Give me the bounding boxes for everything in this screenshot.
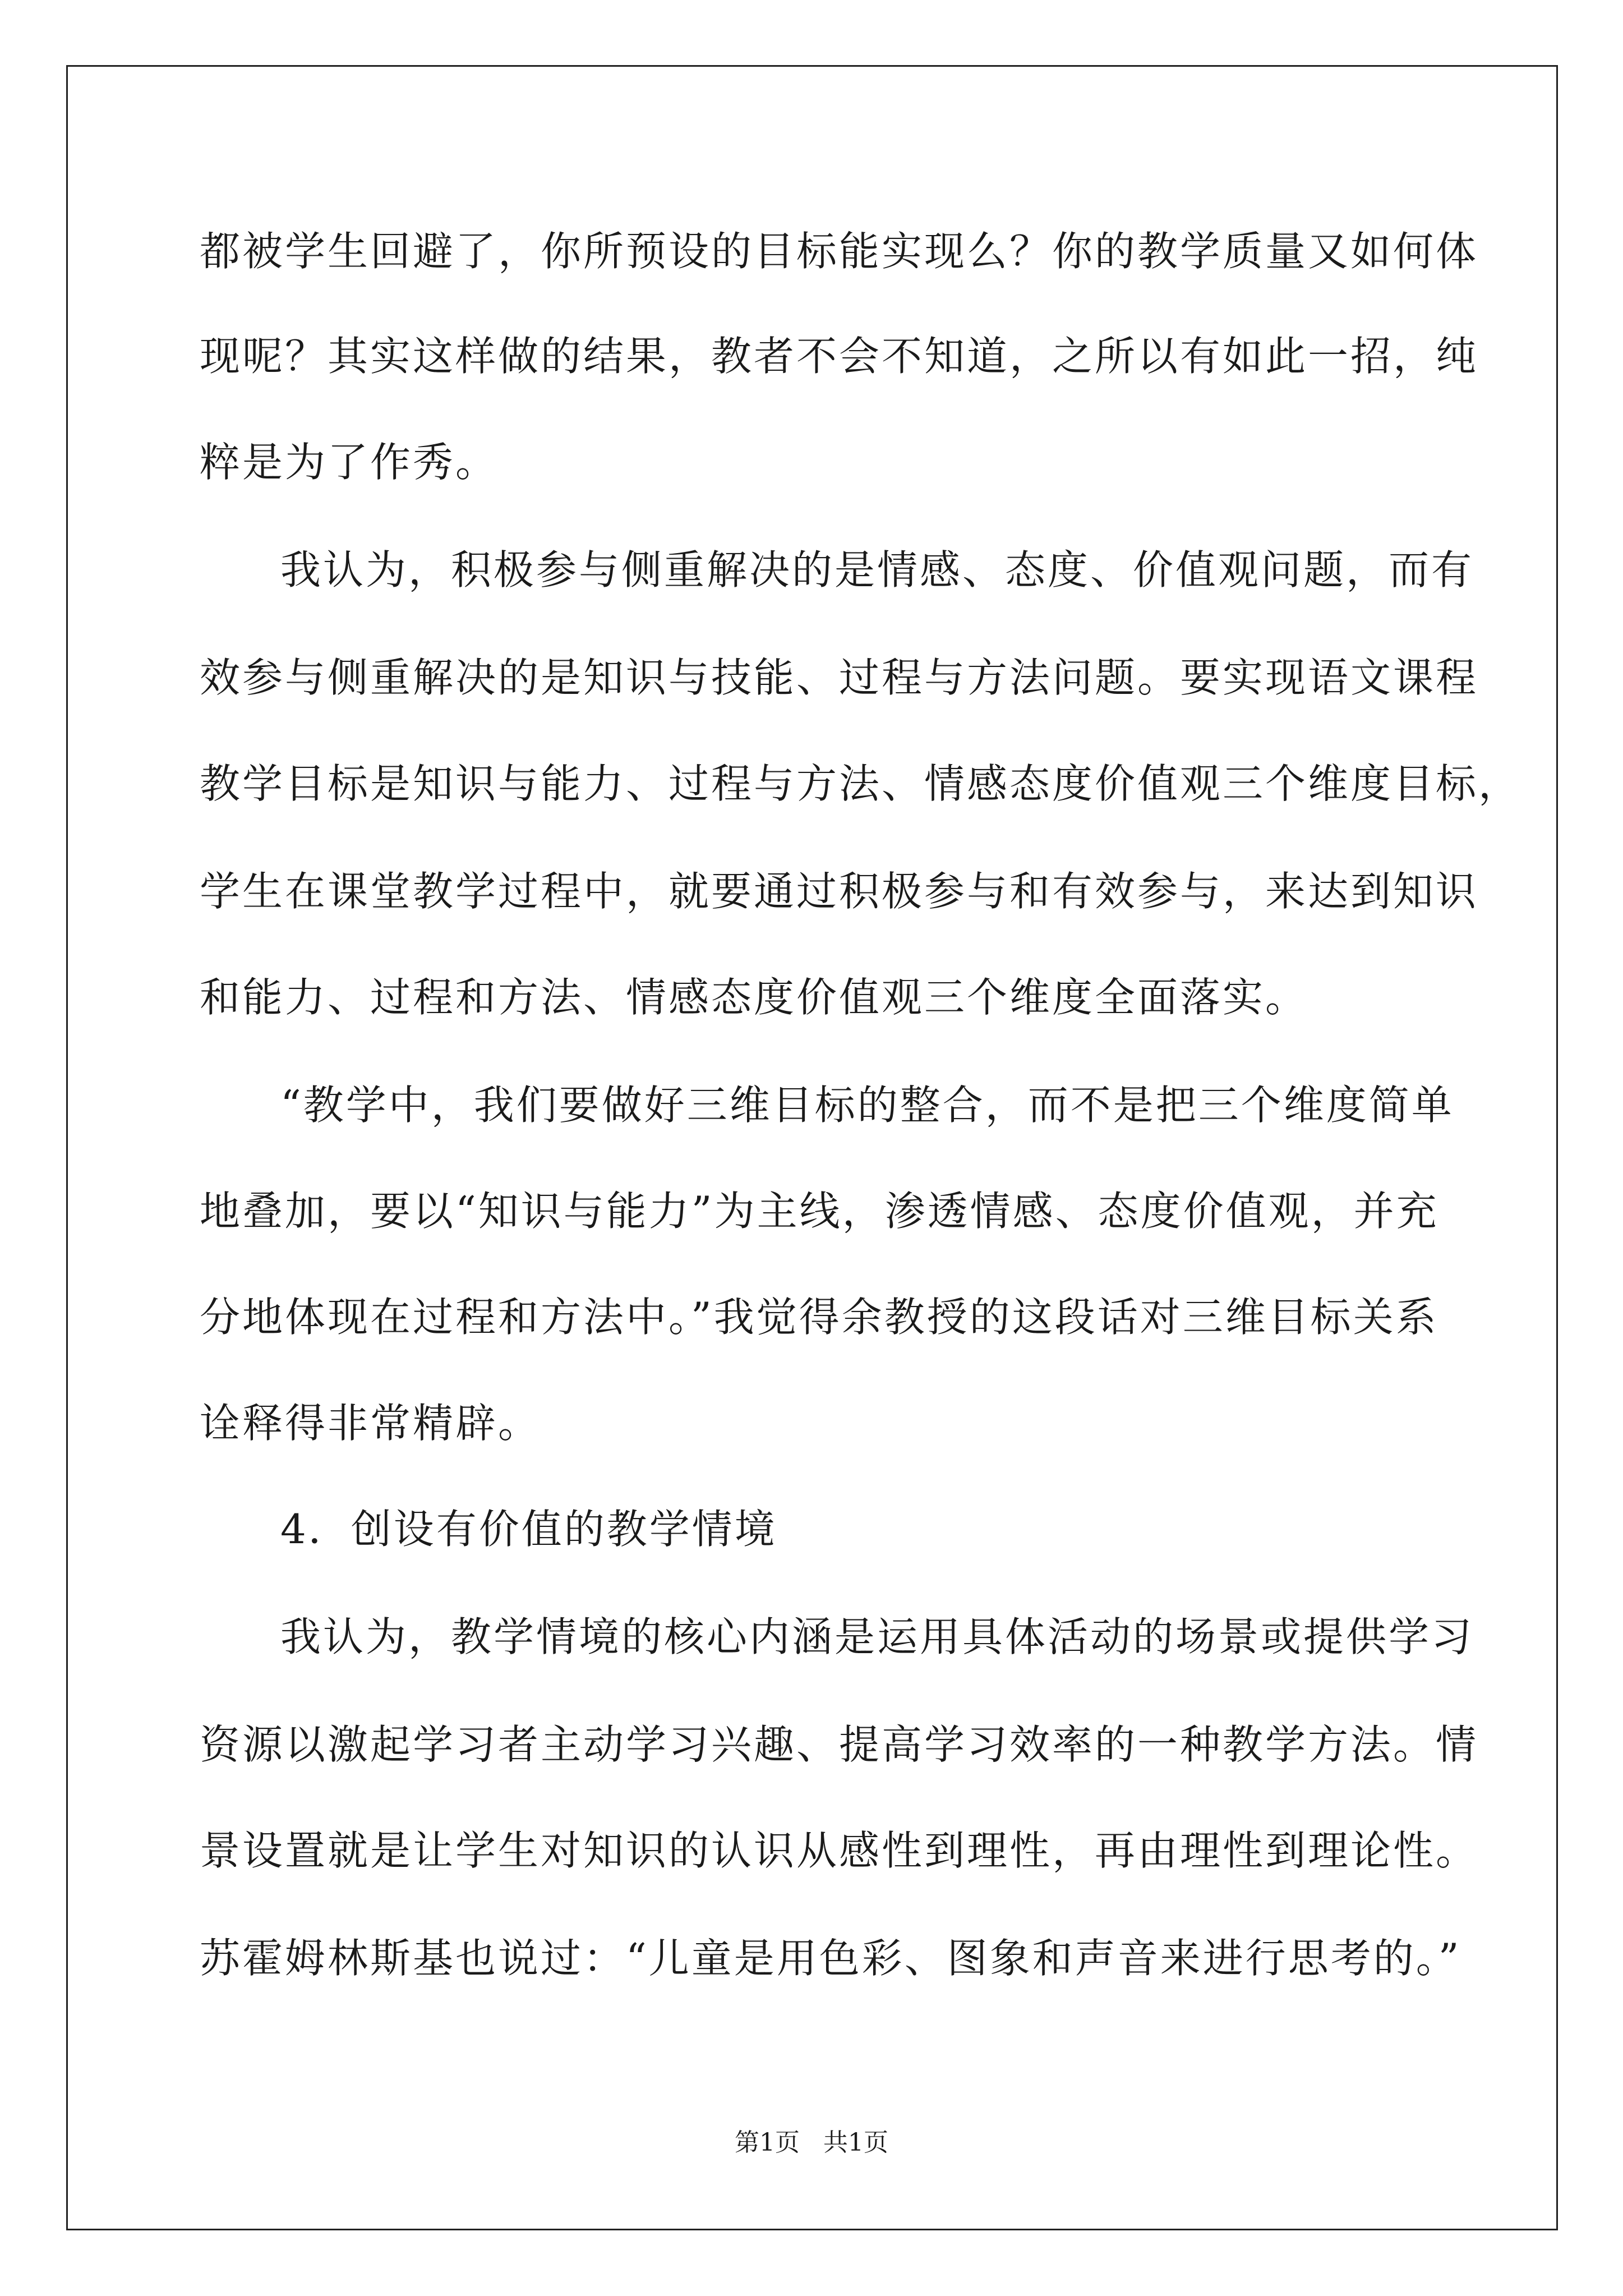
text-line: 景设置就是让学生对知识的认识从感性到理性，再由理性到理论性。 <box>200 1827 1479 1874</box>
text-line: 教学目标是知识与能力、过程与方法、情感态度价值观三个维度目标， <box>200 760 1521 807</box>
text-line: 资源以激起学习者主动学习兴趣、提高学习效率的一种教学方法。情 <box>200 1721 1479 1768</box>
text-line: 地叠加，要以“知识与能力”为主线，渗透情感、态度价值观，并充 <box>200 1188 1439 1235</box>
text-line: 粹是为了作秀。 <box>200 439 499 486</box>
text-line: 诠释得非常精辟。 <box>200 1400 541 1447</box>
text-line: 分地体现在过程和方法中。”我觉得余教授的这段话对三维目标关系 <box>200 1294 1438 1341</box>
text-line: 学生在课堂教学过程中，就要通过积极参与和有效参与，来达到知识 <box>200 868 1479 915</box>
page-number-footer: 第1页 共1页 <box>735 2128 888 2157</box>
text-line: 效参与侧重解决的是知识与技能、过程与方法问题。要实现语文课程 <box>200 654 1479 701</box>
text-line: 我认为，积极参与侧重解决的是情感、态度、价值观问题，而有 <box>280 546 1474 593</box>
text-line: 我认为，教学情境的核心内涵是运用具体活动的场景或提供学习 <box>280 1613 1474 1660</box>
text-line: 苏霍姆林斯基也说过：“儿童是用色彩、图象和声音来进行思考的。” <box>200 1935 1461 1982</box>
page-border <box>66 65 1558 2230</box>
text-line: 现呢？其实这样做的结果，教者不会不知道，之所以有如此一招，纯 <box>200 333 1479 380</box>
text-line: “教学中，我们要做好三维目标的整合，而不是把三个维度简单 <box>280 1082 1454 1129</box>
text-line: 和能力、过程和方法、情感态度价值观三个维度全面落实。 <box>200 974 1308 1021</box>
section-heading: 4．创设有价值的教学情境 <box>280 1506 777 1553</box>
text-line: 都被学生回避了，你所预设的目标能实现么？你的教学质量又如何体 <box>200 228 1479 275</box>
